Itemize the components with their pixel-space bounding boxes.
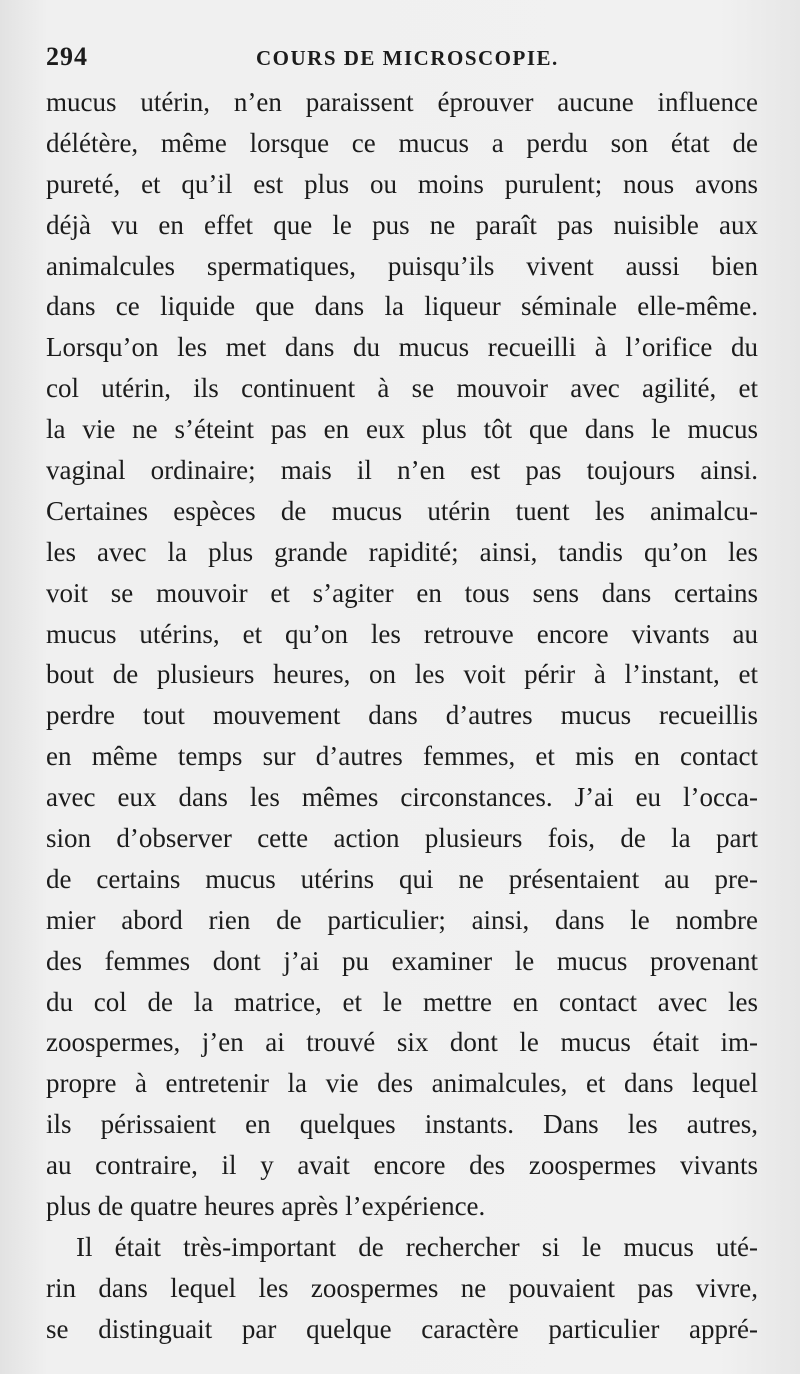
text-line: bout de plusieurs heures, on les voit périr à l’instant, et <box>46 659 758 690</box>
text-line: au contraire, il y avait encore des zoospermes vivants <box>46 1150 758 1181</box>
text-line: les avec la plus grande rapidité; ainsi, tandis qu’on les <box>46 536 758 567</box>
text-line: animalcules spermatiques, puisqu’ils vivent aussi bien <box>46 250 758 281</box>
text-line: Certaines espèces de mucus utérin tuent les animalcu- <box>46 495 758 526</box>
page-number: 294 <box>46 42 88 71</box>
paragraph-first-line: Il était très-important de rechercher si le mucus uté- <box>76 1231 758 1262</box>
text-line: de certains mucus utérins qui ne présentaient au pre- <box>46 863 758 894</box>
text-line: déjà vu en effet que le pus ne paraît pas nuisible aux <box>46 209 758 240</box>
text-line: zoospermes, j’en ai trouvé six dont le mucus était im- <box>46 1027 758 1058</box>
text-line: la vie ne s’éteint pas en eux plus tôt que dans le mucus <box>46 414 758 445</box>
text-line: perdre tout mouvement dans d’autres mucus recueillis <box>46 700 758 731</box>
text-line: se distinguait par quelque caractère particulier appré- <box>46 1313 758 1344</box>
text-line: Lorsqu’on les met dans du mucus recueilli à l’orifice du <box>46 332 758 363</box>
text-line: mucus utérin, n’en paraissent éprouver aucune influence <box>46 87 758 117</box>
text-line: du col de la matrice, et le mettre en contact avec les <box>46 986 758 1017</box>
text-line: vaginal ordinaire; mais il n’en est pas toujours ainsi. <box>46 455 758 486</box>
text-line: sion d’observer cette action plusieurs fois, de la part <box>46 823 758 854</box>
text-line: délétère, même lorsque ce mucus a perdu son état de <box>46 127 758 158</box>
paragraph-last-line: plus de quatre heures après l’expérience. <box>46 1191 486 1222</box>
text-line: pureté, et qu’il est plus ou moins purulent; nous avons <box>46 168 758 199</box>
text-line: dans ce liquide que dans la liqueur séminale elle-même. <box>46 291 758 322</box>
text-line: mucus utérins, et qu’on les retrouve encore vivants au <box>46 618 758 649</box>
text-line: col utérin, ils continuent à se mouvoir avec agilité, et <box>46 373 758 404</box>
body-text <box>46 82 758 1350</box>
text-line: des femmes dont j’ai pu examiner le mucus provenant <box>46 945 758 976</box>
text-line: avec eux dans les mêmes circonstances. J’ai eu l’occa- <box>46 782 758 813</box>
text-line: voit se mouvoir et s’agiter en tous sens dans certains <box>46 577 758 608</box>
text-line: en même temps sur d’autres femmes, et mis en contact <box>46 741 758 772</box>
text-line: rin dans lequel les zoospermes ne pouvaient pas vivre, <box>46 1272 758 1303</box>
text-line: propre à entretenir la vie des animalcules, et dans lequel <box>46 1068 758 1099</box>
text-line: ils périssaient en quelques instants. Dans les autres, <box>46 1109 758 1140</box>
running-head <box>46 42 766 78</box>
running-title: COURS DE MICROSCOPIE. <box>256 46 559 70</box>
text-line: mier abord rien de particulier; ainsi, dans le nombre <box>46 904 758 935</box>
